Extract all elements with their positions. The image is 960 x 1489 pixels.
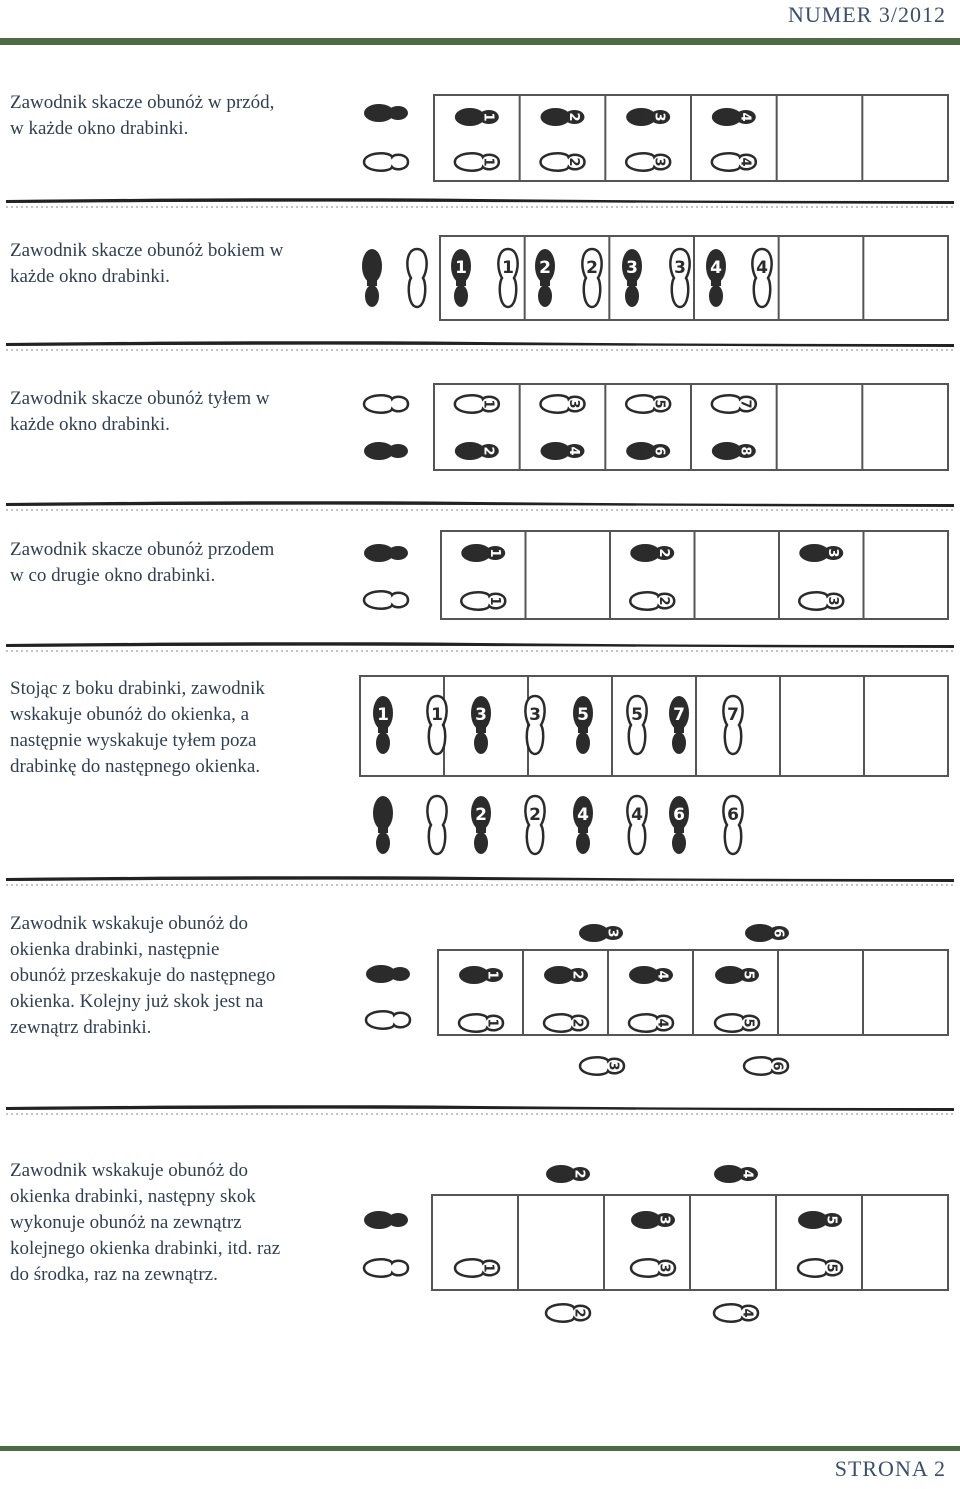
footprint-inside-top-5	[715, 966, 759, 984]
footprint-number: 1	[480, 399, 496, 409]
start-foot-outline	[364, 1259, 408, 1276]
footprint-inside-4	[525, 696, 544, 754]
footprint-outside-4	[525, 796, 544, 854]
footprint-side-3	[535, 249, 555, 307]
footprint-number: 4	[710, 258, 722, 278]
footprint-inside-bottom-1	[455, 1259, 499, 1276]
section-text-1: Zawodnik skacze obunóż w przód, w każde okno drabinki.	[10, 92, 275, 139]
footprint-top-5	[626, 395, 670, 412]
footprint-number: 2	[586, 258, 598, 278]
footprint-number: 4	[577, 805, 589, 825]
footprint-number: 8	[737, 446, 753, 456]
ladder-grid-5	[360, 676, 948, 776]
footprint-side-8	[752, 249, 771, 307]
footprint-bottom-3	[799, 592, 843, 609]
footprints	[362, 104, 843, 1322]
footprint-number: 3	[674, 258, 686, 278]
footprint-inside-bottom-5	[715, 1014, 759, 1031]
section-divider-6	[6, 1105, 954, 1114]
footprint-bottom-2	[630, 592, 674, 609]
section-text-5: Stojąc z boku drabinki, zawodnik wskakuje obunóż do okienka, a następnie wyskakuje tyłem poza drabinkę do następnego okienka.	[10, 678, 265, 777]
footprint-number: 1	[480, 157, 496, 167]
footprint-top-1	[455, 108, 499, 126]
section-text-3: Zawodnik skacze obunóż tyłem w każde okno drabinki.	[10, 388, 270, 435]
footprint-number: 2	[539, 258, 551, 278]
footprint-outside-8	[723, 796, 742, 854]
footprint-number: 3	[656, 1263, 672, 1273]
footprint-number: 7	[727, 705, 739, 725]
page-header-title: NUMER 3/2012	[787, 2, 946, 27]
footprint-top-3	[799, 544, 843, 562]
footprint-inside-top-5	[798, 1211, 842, 1229]
footprint-inside-bottom-3	[631, 1259, 675, 1276]
footprint-number: 3	[626, 258, 638, 278]
section-divider-3	[6, 501, 954, 510]
ladder-grid-7	[432, 1195, 948, 1290]
footprint-number: 3	[605, 1061, 621, 1071]
footprint-number: 3	[824, 548, 840, 558]
footprint-number: 4	[756, 258, 768, 278]
ladder-grid-2	[440, 236, 948, 320]
footprint-number: 6	[727, 805, 739, 825]
footprint-outside-top-4	[714, 1165, 758, 1183]
footprint-number: 7	[673, 705, 685, 725]
footprint-number: 3	[475, 705, 487, 725]
footprint-outside-top-3	[579, 924, 623, 942]
footprint-number: 3	[656, 1215, 672, 1225]
footprint-top-3	[626, 108, 670, 126]
footprint-inside-top-4	[629, 966, 673, 984]
footprint-number: 1	[484, 1018, 500, 1028]
footprint-bottom-1	[461, 592, 505, 609]
footer-rule	[0, 1446, 960, 1451]
footprint-number: 6	[673, 805, 685, 825]
footprint-outside-bottom-6	[744, 1057, 788, 1074]
footprint-outside-top-2	[546, 1165, 590, 1183]
footprint-inside-5	[573, 696, 593, 754]
footprint-number: 6	[651, 446, 667, 456]
footprint-number: 5	[823, 1263, 839, 1273]
footprint-top-1	[455, 395, 499, 412]
footprint-number: 7	[737, 399, 753, 409]
footprint-inside-top-3	[631, 1211, 675, 1229]
footprint-number: 6	[770, 928, 786, 938]
footprint-outside-3	[471, 796, 491, 854]
footprint-bottom-1	[455, 153, 499, 170]
footprint-number: 4	[566, 446, 581, 456]
footprint-number: 2	[480, 446, 496, 456]
footprint-top-2	[630, 544, 674, 562]
footprint-inside-bottom-4	[629, 1014, 673, 1031]
footprint-outside-5	[573, 796, 593, 854]
start-foot-top	[364, 395, 408, 412]
footprint-number: 5	[651, 399, 667, 409]
footprint-bottom-8	[712, 442, 756, 460]
footprint-inside-bottom-1	[459, 1014, 503, 1031]
footprint-side-1	[451, 249, 471, 307]
section-text-7: Zawodnik wskakuje obunóż do okienka drabinki, następny skok wykonuje obunóż na zewnątrz kolejnego okienka drabinki, itd. raz do środka, raz na zewnątrz.	[10, 1160, 281, 1285]
footprint-side-6	[670, 249, 689, 307]
ladder-grids	[360, 95, 948, 1290]
footprint-bottom-6	[626, 442, 670, 460]
footprint-number: 3	[529, 705, 541, 725]
footprint-number: 5	[823, 1215, 839, 1225]
footprint-number: 2	[569, 1018, 585, 1028]
footprint-side-4	[582, 249, 601, 307]
footprint-bottom-4	[712, 153, 756, 170]
footprint-bottom-2	[541, 153, 585, 170]
page-footer-title: STRONA 2	[834, 1456, 946, 1481]
footprint-top-1	[461, 544, 505, 562]
start-foot-outline	[366, 1011, 410, 1028]
footprint-number: 5	[740, 1018, 756, 1028]
footprint-number: 2	[569, 970, 585, 980]
footprint-inside-bottom-5	[798, 1259, 842, 1276]
footprint-outside-6	[627, 796, 646, 854]
footprint-outside-bottom-2	[546, 1304, 590, 1321]
start-foot-right	[364, 153, 408, 170]
ladder-grid-1	[434, 95, 948, 181]
footprint-inside-3	[471, 696, 491, 754]
footprint-outside-2	[427, 796, 446, 854]
footprint-number: 3	[651, 112, 667, 122]
footprint-inside-1	[373, 696, 393, 754]
footprint-bottom-3	[626, 153, 670, 170]
start-foot-filled	[364, 544, 408, 562]
footprint-side-7	[706, 249, 726, 307]
footprint-number: 2	[566, 157, 581, 167]
footprint-number: 1	[486, 596, 502, 606]
footprint-number: 1	[480, 1263, 496, 1273]
footprint-number: 2	[655, 596, 671, 606]
footprint-side-5	[622, 249, 642, 307]
footprint-bottom-4	[541, 442, 585, 460]
start-foot-left	[364, 104, 408, 122]
footprint-outside-top-6	[745, 924, 789, 942]
start-foot-outline	[407, 249, 426, 307]
footprint-top-2	[541, 108, 585, 126]
section-text-6: Zawodnik wskakuje obunóż do okienka drabinki, następnie obunóż przeskakuje do następnego okienka. Kolejny już skok jest na zewnątrz drabinki.	[10, 913, 276, 1038]
footprint-number: 6	[769, 1061, 785, 1071]
footprint-inside-top-2	[544, 966, 588, 984]
start-foot-outline	[364, 591, 408, 608]
footprint-number: 4	[739, 1308, 755, 1318]
section-text-2: Zawodnik skacze obunóż bokiem w każde okno drabinki.	[10, 240, 284, 287]
footprint-number: 2	[655, 548, 671, 558]
footprint-number: 2	[475, 805, 487, 825]
ladder-grid-6	[438, 950, 948, 1035]
footprint-number: 1	[502, 258, 514, 278]
footprint-number: 3	[651, 157, 667, 167]
footprint-inside-8	[723, 696, 742, 754]
footprint-number: 4	[739, 1169, 755, 1179]
footprint-outside-bottom-3	[580, 1057, 624, 1074]
footprint-number: 2	[566, 112, 581, 122]
footprint-number: 3	[566, 399, 581, 409]
section-text-4: Zawodnik skacze obunóż przodem w co drugie okno drabinki.	[10, 539, 275, 586]
footprint-number: 1	[480, 112, 496, 122]
footprint-side-2	[498, 249, 517, 307]
section-divider-5	[6, 876, 954, 885]
footprint-inside-7	[669, 696, 689, 754]
start-foot-filled	[366, 965, 410, 983]
footprint-inside-2	[427, 696, 446, 754]
footprint-bottom-2	[455, 442, 499, 460]
footprint-number: 3	[824, 596, 840, 606]
footprint-number: 5	[631, 705, 643, 725]
footprint-number: 1	[455, 258, 467, 278]
footprint-number: 3	[604, 928, 620, 938]
section-divider-4	[6, 642, 954, 651]
footprint-number: 4	[654, 970, 670, 980]
footprint-inside-6	[627, 696, 646, 754]
start-foot-filled	[364, 1211, 408, 1229]
ladder-grid-3	[434, 384, 948, 470]
footprint-number: 1	[484, 970, 500, 980]
section-divider-2	[6, 341, 954, 350]
start-foot-bottom	[364, 442, 408, 460]
ladder-grid-4	[441, 531, 948, 619]
footprint-outside-7	[669, 796, 689, 854]
footprint-outside-1	[373, 796, 393, 854]
footprint-number: 1	[377, 705, 389, 725]
footprint-number: 4	[654, 1018, 670, 1028]
section-divider-1	[6, 198, 954, 207]
footprint-inside-bottom-2	[544, 1014, 588, 1031]
start-foot-filled	[362, 249, 382, 307]
footprint-inside-top-1	[459, 966, 503, 984]
footprint-number: 2	[571, 1308, 587, 1318]
footprint-number: 2	[571, 1169, 587, 1179]
footprint-number: 4	[631, 805, 643, 825]
footprint-top-3	[541, 395, 585, 412]
footprint-number: 2	[529, 805, 541, 825]
footprint-number: 4	[737, 157, 753, 167]
footprint-number: 5	[577, 705, 589, 725]
footprint-number: 4	[737, 112, 753, 122]
footprint-number: 5	[740, 970, 756, 980]
footprint-top-4	[712, 108, 756, 126]
footprint-outside-bottom-4	[714, 1304, 758, 1321]
footprint-number: 1	[486, 548, 502, 558]
footprint-top-7	[712, 395, 756, 412]
footprint-number: 1	[431, 705, 443, 725]
